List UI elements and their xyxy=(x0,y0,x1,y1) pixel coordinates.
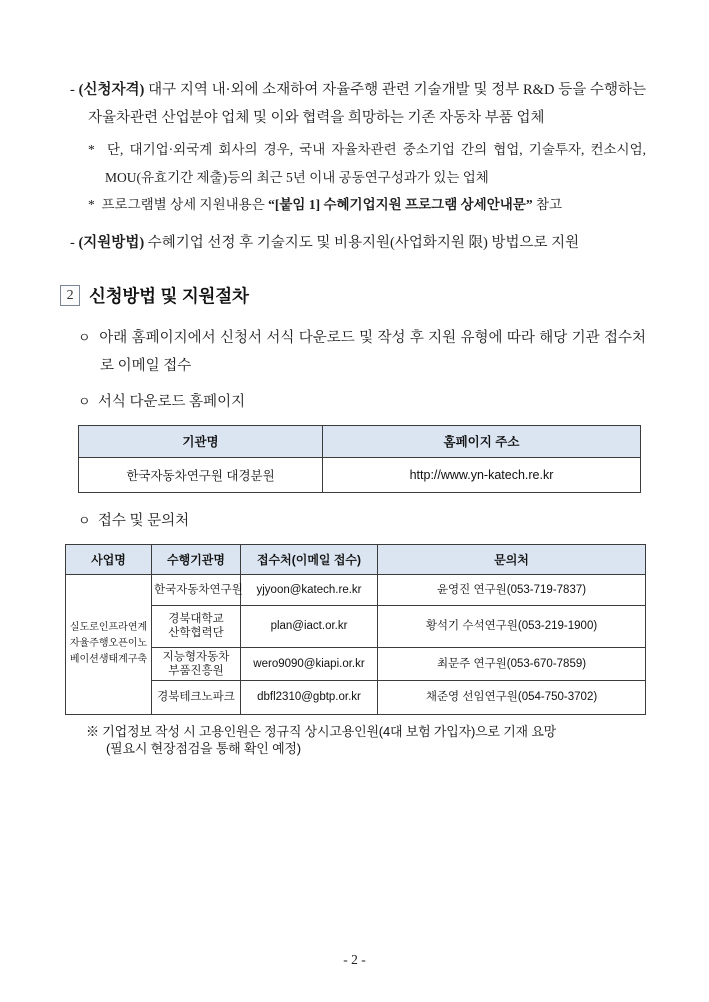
contact-cell: 윤영진 연구원(053-719-7837) xyxy=(378,574,646,605)
column-header-org: 기관명 xyxy=(79,425,323,457)
column-header-email: 접수처(이메일 접수) xyxy=(241,544,378,574)
table-row xyxy=(66,680,646,714)
table-row xyxy=(66,647,646,680)
email-cell: wero9090@kiapi.or.kr xyxy=(241,647,378,680)
item-contact-section xyxy=(70,507,646,535)
table-header-row xyxy=(66,544,646,574)
footnote xyxy=(70,723,646,757)
section-number-box: 2 xyxy=(60,285,80,306)
table-header-row xyxy=(79,425,641,457)
section-title: 신청방법 및 지원절차 xyxy=(89,285,249,306)
support-method-label: (지원방법) xyxy=(78,234,145,251)
email-cell: yjyoon@katech.re.kr xyxy=(241,574,378,605)
agency-cell: 한국자동차연구원 xyxy=(152,574,241,605)
bullet-qualification xyxy=(70,76,646,132)
dash-marker: - xyxy=(70,82,75,98)
contact-cell: 최문주 연구원(053-670-7859) xyxy=(378,647,646,680)
asterisk-marker: * xyxy=(88,197,95,212)
agency-cell: 경북대학교 산학협력단 xyxy=(152,605,241,647)
qualification-label: (신청자격) xyxy=(78,82,145,98)
agency-cell: 지능형자동차 부품진흥원 xyxy=(152,647,241,680)
column-header-url: 홈페이지 주소 xyxy=(323,425,641,457)
contact-cell: 황석기 수석연구원(053-219-1900) xyxy=(378,605,646,647)
note-post-text: 참고 xyxy=(535,197,563,212)
note-large-companies xyxy=(70,136,646,191)
attachment-reference: “[붙임 1] 수혜기업지원 프로그램 상세안내문” xyxy=(268,197,533,212)
agency-cell: 경북테크노파크 xyxy=(152,680,241,714)
support-method-text: 수혜기업 선정 후 기술지도 및 비용지원(사업화지원 限) 방법으로 지원 xyxy=(147,234,580,251)
org-name-cell: 한국자동차연구원 대경분원 xyxy=(79,457,323,492)
email-cell: dbfl2310@gbtp.or.kr xyxy=(241,680,378,714)
table-row xyxy=(66,605,646,647)
table-row xyxy=(79,457,641,492)
asterisk-marker: * xyxy=(88,142,95,157)
circle-bullet: ㅇ xyxy=(78,393,91,409)
footnote-line2: (필요시 현장점검을 통해 확인 예정) xyxy=(106,740,301,756)
reference-mark: ※ xyxy=(86,723,99,739)
item-form-homepage xyxy=(70,388,646,416)
item-text: 서식 다운로드 홈페이지 xyxy=(97,393,246,410)
dash-marker: - xyxy=(70,234,75,251)
qualification-text: 대구 지역 내·외에 소재하여 자율주행 관련 기술개발 및 정부 R&D 등을 수행하는 자율차관련 산업분야 업체 및 이와 협력을 희망하는 기존 자동차 부품 업체 xyxy=(88,82,647,126)
item-download-guide xyxy=(70,324,646,380)
document-content xyxy=(66,76,647,757)
project-name-cell: 실도로인프라연계 자율주행오픈이노베이션생태계구축 xyxy=(66,574,152,714)
homepage-url-cell: http://www.yn-katech.re.kr xyxy=(323,457,641,492)
note-text: 단, 대기업·외국계 회사의 경우, 국내 자율차관련 중소기업 간의 협업, 기술투자, 컨소시엄, MOU(유효기간 제출)등의 최근 5년 이내 공동연구성과가 있는 업체 xyxy=(105,142,647,185)
footnote-line1: 기업정보 작성 시 고용인원은 정규직 상시고용인원(4대 보험 가입자)으로 기재 요망 xyxy=(102,723,557,739)
section-heading xyxy=(60,283,646,308)
bullet-support-method xyxy=(70,229,646,257)
column-header-contact: 문의처 xyxy=(378,544,646,574)
email-cell: plan@iact.or.kr xyxy=(241,605,378,647)
homepage-table xyxy=(78,425,641,493)
note-pre-text: 프로그램별 상세 지원내용은 xyxy=(101,197,265,212)
circle-bullet: ㅇ xyxy=(78,512,91,528)
contact-table xyxy=(65,544,646,715)
contact-cell: 채준영 선임연구원(054-750-3702) xyxy=(378,680,646,714)
column-header-project: 사업명 xyxy=(66,544,152,574)
table-row xyxy=(66,574,646,605)
column-header-agency: 수행기관명 xyxy=(152,544,241,574)
note-program-detail xyxy=(70,191,646,219)
item-text: 접수 및 문의처 xyxy=(97,512,190,529)
item-text: 아래 홈페이지에서 신청서 서식 다운로드 및 작성 후 지원 유형에 따라 해당 기관 접수처로 이메일 접수 xyxy=(99,329,647,374)
page-number: - 2 - xyxy=(343,952,366,967)
circle-bullet: ㅇ xyxy=(78,329,91,345)
